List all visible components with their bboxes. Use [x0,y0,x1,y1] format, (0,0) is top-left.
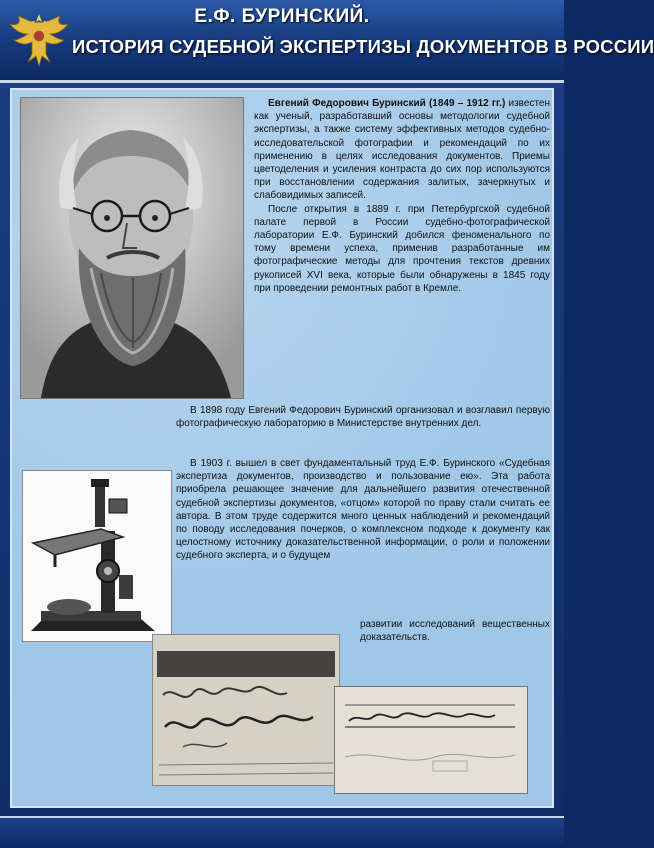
header-banner [0,0,654,83]
biography-text [254,97,550,295]
paragraph-4: В 1903 г. вышел в свет фундаментальный труд Е.Ф. Буринского «Судебная экспертиза документов, производство и пользование ею». Эта работа приобрела решающее значение для дальнейшего развития отечественной судебной экспертизы документов, «отцом» которой по праву стали считать ее автора. В этом труде содержится много ценных наблюдений и рекомендаций по поводу исследования почерков, о комплексном подходе к документу как целостному источнику доказательственной информации, о роли и положении судебного эксперта, и о будущем [176,458,550,562]
paragraph-3: В 1898 году Евгений Федорович Буринский организовал и возглавил первую фотографическую лабораторию в Министерстве внутренних дел. [176,405,550,430]
paragraph-4-end-block [360,618,550,644]
handwritten-document [152,634,340,786]
microscope-illustration [22,470,172,642]
poster-subtitle: ИСТОРИЯ СУДЕБНОЙ ЭКСПЕРТИЗЫ ДОКУМЕНТОВ В РОССИИ [72,36,654,57]
biography-name: Евгений Федорович Буринский (1849 – 1912 гг.) [268,98,506,109]
paragraph-2: После открытия в 1889 г. при Петербургской судебной палате первой в России судебно-фотографической лаборатории Е.Ф. Буринский добился феноменального по тому времени успеха, применив разработанные им фотографические методы для прочтения текстов древних рукописей XVI века, которые были обнаружены в 1845 году при проведении ремонтных работ в Кремле. [254,203,550,294]
paragraph-1: известен как ученый, разработавший основы методологии судебной экспертизы, а также систему эффективных методов судебно-исследовательской фотографии и рекомендаций по их применению в целях исследования документов. Приемы цветоделения и усиления контраста до сих пор используются при восстановлении содержания залитых, зачеркнутых и слабовидимых записей. [254,98,550,202]
footer-band [0,816,564,848]
paragraph-4-end: развитии исследований вещественных доказательств. [360,619,550,644]
portrait-photo [20,97,244,399]
paragraph-3-block [176,404,550,430]
stamped-document [334,686,528,794]
paragraph-4-block [176,457,550,563]
poster-title: Е.Ф. БУРИНСКИЙ. [194,6,370,27]
